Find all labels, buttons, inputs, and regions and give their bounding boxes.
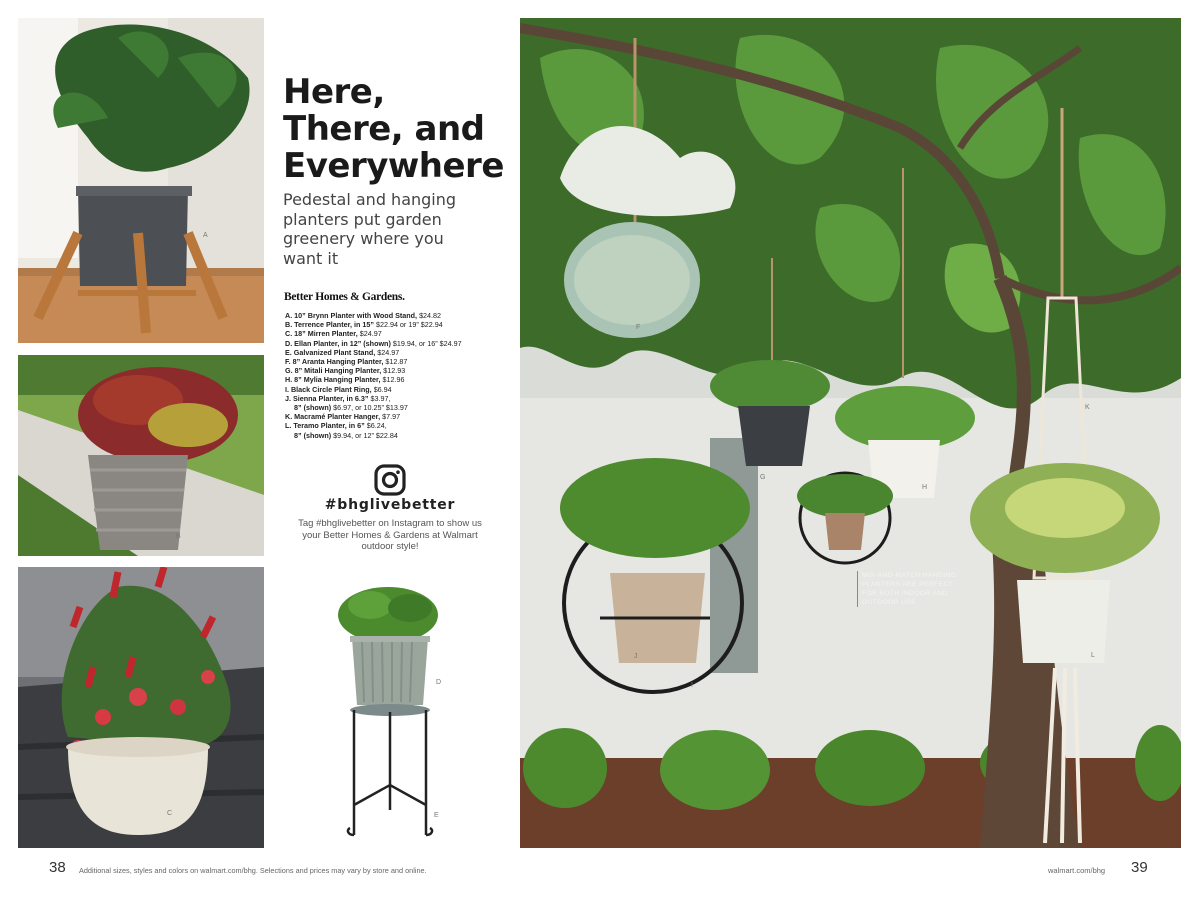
product-name: G. 8” Mitali Hanging Planter,: [285, 366, 382, 376]
product-item: [285, 329, 515, 338]
product-name: L. Teramo Planter, in 6”: [285, 421, 365, 431]
product-price: $3.97,: [370, 393, 391, 403]
product-price: $6.94: [373, 384, 392, 394]
item-letter-h: H: [922, 484, 928, 491]
photo-hanging-planters: [520, 18, 1181, 848]
product-price: $22.94 or 19” $22.94: [375, 320, 443, 330]
page-number-left: 38: [49, 859, 66, 876]
item-letter-a: A: [203, 232, 208, 239]
item-letter-b: B: [176, 533, 181, 540]
item-letter-k: K: [1085, 404, 1090, 411]
product-price: $24.97: [359, 329, 382, 339]
product-item: [285, 375, 515, 384]
headline-line-3: Everywhere: [283, 146, 504, 186]
photo-planter-a: [18, 18, 264, 343]
product-item: [285, 394, 515, 403]
product-item: [285, 320, 515, 329]
product-price: $19.94, or 16” $24.97: [392, 338, 462, 348]
photo-planter-c: [18, 567, 264, 848]
product-name: I. Black Circle Plant Ring,: [285, 384, 372, 394]
product-price: $12.93: [383, 366, 406, 376]
footnote: Additional sizes, styles and colors on walmart.com/bhg. Selections and prices may vary by store and online.: [79, 866, 427, 875]
product-item: [285, 366, 515, 375]
brand-logo: Better Homes & Gardens.: [284, 291, 405, 303]
product-name: J. Sienna Planter, in 6.3”: [285, 393, 369, 403]
product-item: [285, 431, 515, 440]
product-item: [285, 339, 515, 348]
product-name: B. Terrence Planter, in 15”: [285, 320, 374, 330]
item-letter-l: L: [1091, 652, 1095, 659]
instagram-tagline: Tag #bhglivebetter on Instagram to show us your Better Homes & Gardens at Walmart outdoor style!: [298, 518, 482, 552]
product-name: C. 18” Mirren Planter,: [285, 329, 358, 339]
subheading: Pedestal and hanging planters put garden greenery where you want it: [283, 190, 457, 268]
product-price: $6.24,: [366, 421, 387, 431]
headline-line-1: Here,: [283, 72, 385, 112]
item-letter-e: E: [434, 812, 439, 819]
product-name: D. Ellan Planter, in 12” (shown): [285, 338, 391, 348]
headline-line-2: There, and: [283, 109, 485, 149]
product-item: [285, 412, 515, 421]
product-name: 8” (shown): [294, 430, 332, 440]
product-price: $12.87: [385, 357, 408, 367]
product-item: [285, 403, 515, 412]
product-item: [285, 421, 515, 430]
product-name: F. 8” Aranta Hanging Planter,: [285, 357, 384, 367]
product-price: $12.96: [382, 375, 405, 385]
product-name: H. 8” Mylia Hanging Planter,: [285, 375, 381, 385]
item-letter-i: I: [691, 682, 693, 689]
product-item: [285, 348, 515, 357]
product-price: $9.94, or 12” $22.84: [333, 430, 398, 440]
photo-caption: MIX-AND-MATCH HANGING PLANTERS ARE PERFECT FOR BOTH INDOOR AND OUTDOOR USE: [857, 571, 970, 607]
product-item: [285, 311, 515, 320]
photo-planter-d-stand-e: [330, 580, 450, 842]
product-price: $24.82: [419, 311, 442, 320]
item-letter-d: D: [436, 679, 442, 686]
item-letter-f: F: [636, 324, 641, 331]
page-title: [283, 74, 513, 185]
product-item: [285, 385, 515, 394]
item-letter-c: C: [167, 810, 173, 817]
item-letter-j: J: [634, 653, 638, 660]
website-link[interactable]: walmart.com/bhg: [1048, 866, 1106, 875]
photo-planter-b: [18, 355, 264, 556]
product-list: [285, 311, 515, 440]
product-price: $7.97: [382, 412, 401, 422]
product-name: 8” (shown): [294, 403, 332, 413]
product-price: $24.97: [377, 347, 400, 357]
instagram-icon: [374, 464, 406, 496]
page-number-right: 39: [1131, 859, 1148, 876]
product-item: [285, 357, 515, 366]
product-name: A. 10” Brynn Planter with Wood Stand,: [285, 311, 418, 320]
product-price: $6.97, or 10.25” $13.97: [333, 403, 408, 413]
product-name: K. Macramé Planter Hanger,: [285, 412, 381, 422]
hashtag: #bhglivebetter: [324, 497, 456, 513]
item-letter-g: G: [760, 474, 766, 481]
product-name: E. Galvanized Plant Stand,: [285, 347, 376, 357]
